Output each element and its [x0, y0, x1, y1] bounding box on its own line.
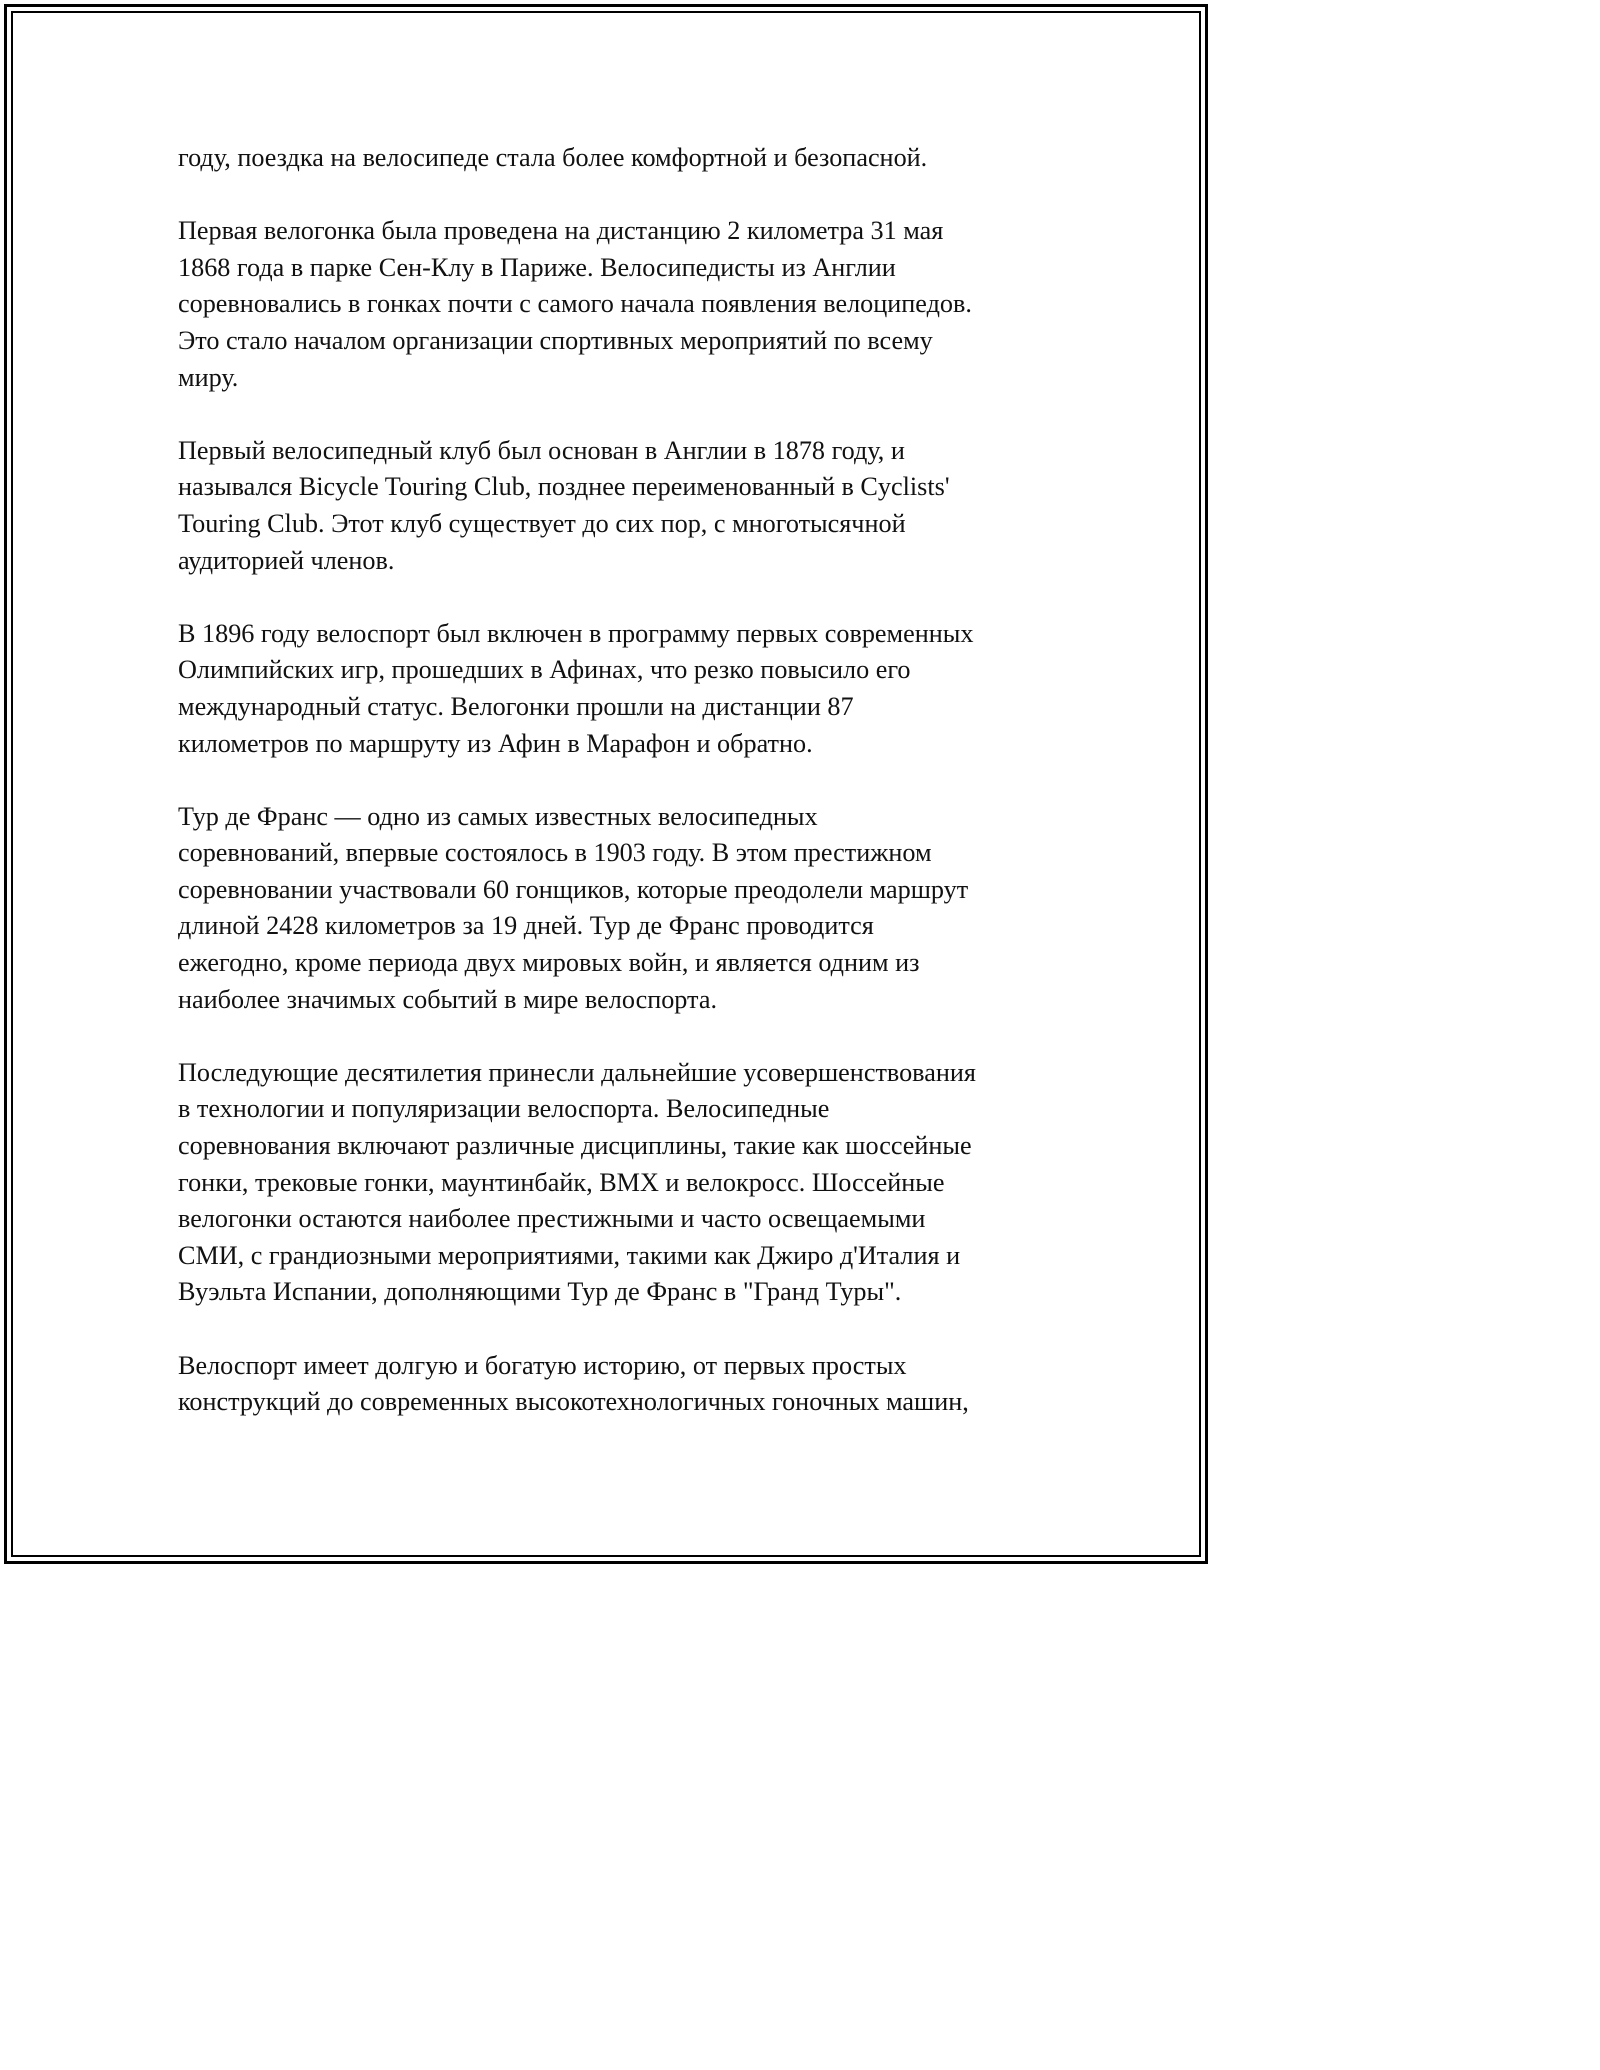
text-line: Велоспорт имеет долгую и богатую историю, от первых простых: [178, 1350, 907, 1380]
text-line: назывался Bicycle Touring Club, позднее переименованный в Cyclists': [178, 472, 950, 502]
paragraph-spacer: [178, 1311, 1058, 1348]
text-line: конструкций до современных высокотехнологичных гоночных машин,: [178, 1387, 969, 1417]
text-line: Это стало началом организации спортивных мероприятий по всему: [178, 325, 933, 355]
paragraph: [178, 1055, 1058, 1311]
text-line: в технологии и популяризации велоспорта. Велосипедные: [178, 1094, 830, 1124]
text-line: соревнования включают различные дисциплины, такие как шоссейные: [178, 1131, 972, 1161]
text-line: километров по маршруту из Афин в Марафон и обратно.: [178, 728, 813, 758]
text-line: гонки, трековые гонки, маунтинбайк, BMX и велокросс. Шоссейные: [178, 1167, 945, 1197]
text-line: Touring Club. Этот клуб существует до сих пор, с многотысячной: [178, 508, 906, 538]
text-line: В 1896 году велоспорт был включен в программу первых современных: [178, 618, 974, 648]
text-line: ежегодно, кроме периода двух мировых войн, и является одним из: [178, 948, 920, 978]
text-line: велогонки остаются наиболее престижными и часто освещаемыми: [178, 1204, 926, 1234]
text-line: Вуэльта Испании, дополняющими Тур де Франс в "Гранд Туры".: [178, 1277, 902, 1307]
paragraph: [178, 433, 1058, 579]
text-line: 1868 года в парке Сен-Клу в Париже. Велосипедисты из Англии: [178, 252, 896, 282]
text-line: Тур де Франс — одно из самых известных велосипедных: [178, 801, 818, 831]
paragraph: [178, 616, 1058, 762]
paragraph-spacer: [178, 1018, 1058, 1055]
text-line: Первый велосипедный клуб был основан в Англии в 1878 году, и: [178, 435, 905, 465]
text-line: Олимпийских игр, прошедших в Афинах, что резко повысило его: [178, 655, 911, 685]
paragraph: [178, 1348, 1058, 1421]
text-line: соревнований, впервые состоялось в 1903 году. В этом престижном: [178, 838, 932, 868]
paragraph: [178, 140, 1058, 177]
paragraph: [178, 213, 1058, 396]
text-line: длиной 2428 километров за 19 дней. Тур де Франс проводится: [178, 911, 874, 941]
paragraph: [178, 799, 1058, 1019]
text-line: Последующие десятилетия принесли дальнейшие усовершенствования: [178, 1057, 976, 1087]
text-line: международный статус. Велогонки прошли на дистанции 87: [178, 691, 854, 721]
paragraph-spacer: [178, 579, 1058, 616]
text-line: году, поездка на велосипеде стала более комфортной и безопасной.: [178, 143, 928, 172]
paragraph-spacer: [178, 396, 1058, 433]
paragraph-spacer: [178, 177, 1058, 214]
document-body: [178, 140, 1058, 1421]
text-line: соревновании участвовали 60 гонщиков, которые преодолели маршрут: [178, 874, 969, 904]
text-line: СМИ, с грандиозными мероприятиями, такими как Джиро д'Италия и: [178, 1240, 961, 1270]
text-line: Первая велогонка была проведена на дистанцию 2 километра 31 мая: [178, 216, 944, 246]
text-line: наиболее значимых событий в мире велоспорта.: [178, 984, 717, 1014]
text-line: соревновались в гонках почти с самого начала появления велоципедов.: [178, 289, 972, 319]
paragraph-spacer: [178, 762, 1058, 799]
text-line: миру.: [178, 362, 239, 392]
text-line: аудиторией членов.: [178, 545, 395, 575]
